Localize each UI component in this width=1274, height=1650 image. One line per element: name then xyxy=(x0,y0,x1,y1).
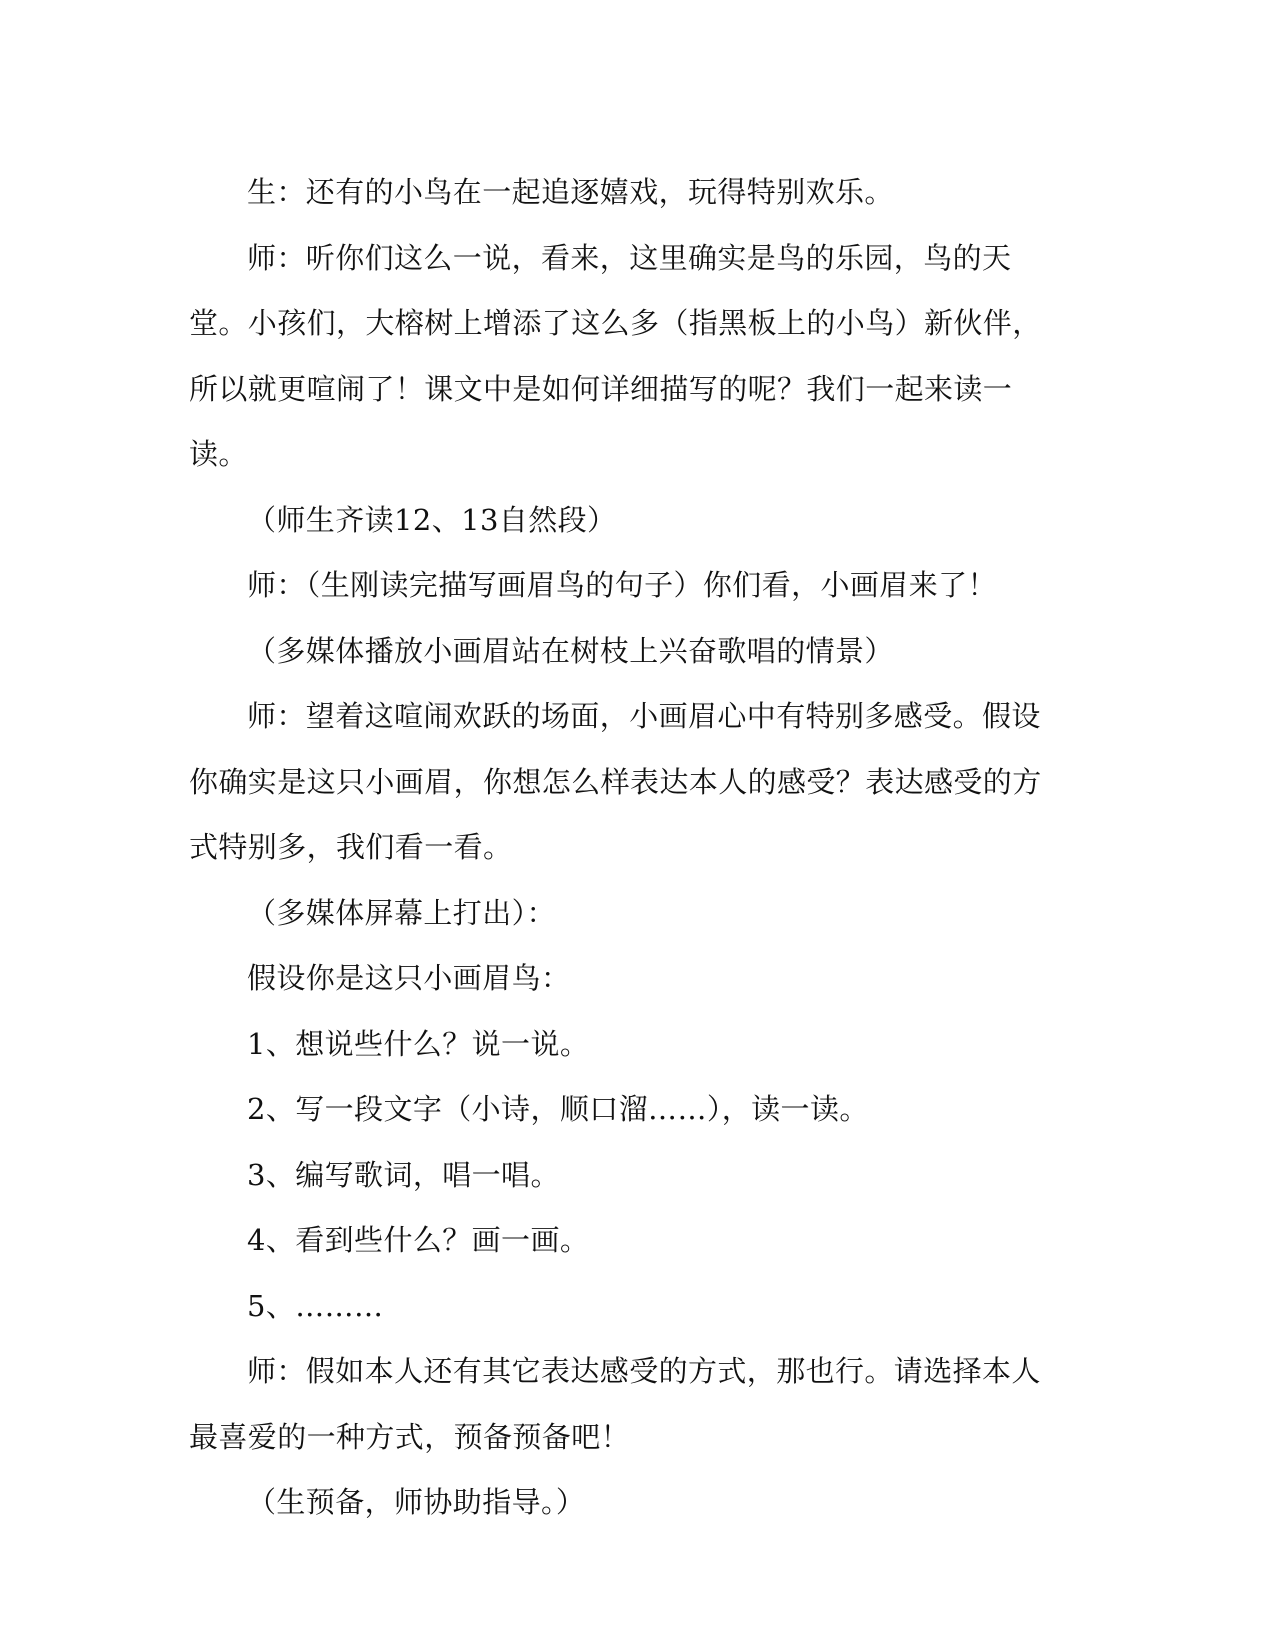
list-item: 1、想说些什么？说一说。 xyxy=(247,1026,590,1061)
paragraph: 师：望着这喧闹欢跃的场面，小画眉心中有特别多感受。假设你确实是这只小画眉，你想怎么样表达本人的感受？表达感受的方式特别多，我们看一看。 xyxy=(189,699,1042,864)
paragraph: 师：听你们这么一说，看来，这里确实是鸟的乐园，鸟的天堂。小孩们，大榕树上增添了这么多（指黑板上的小鸟）新伙伴，所以就更喧闹了！课文中是如何详细描写的呢？我们一起来读一读。 xyxy=(189,240,1042,471)
paragraph: 假设你是这只小画眉鸟： xyxy=(247,961,571,995)
document-body xyxy=(189,160,1069,1536)
list-item: 2、写一段文字（小诗，顺口溜……），读一读。 xyxy=(247,1092,869,1126)
list-item: 5、……… xyxy=(247,1288,384,1323)
paragraph: 师：假如本人还有其它表达感受的方式，那也行。请选择本人最喜爱的一种方式，预备预备吧！ xyxy=(189,1354,1041,1454)
paragraph: （多媒体播放小画眉站在树枝上兴奋歌唱的情景） xyxy=(247,633,894,668)
list-item: 3、编写歌词，唱一唱。 xyxy=(247,1157,560,1192)
list-item: 4、看到些什么？画一画。 xyxy=(247,1223,590,1257)
paragraph: （师生齐读12、13自然段） xyxy=(247,502,617,537)
paragraph: 师：（生刚读完描写画眉鸟的句子）你们看，小画眉来了！ xyxy=(247,568,997,602)
paragraph: 生：还有的小鸟在一起追逐嬉戏，玩得特别欢乐。 xyxy=(247,175,894,209)
paragraph: （多媒体屏幕上打出）： xyxy=(247,895,556,930)
paragraph: （生预备，师协助指导。） xyxy=(247,1485,586,1519)
